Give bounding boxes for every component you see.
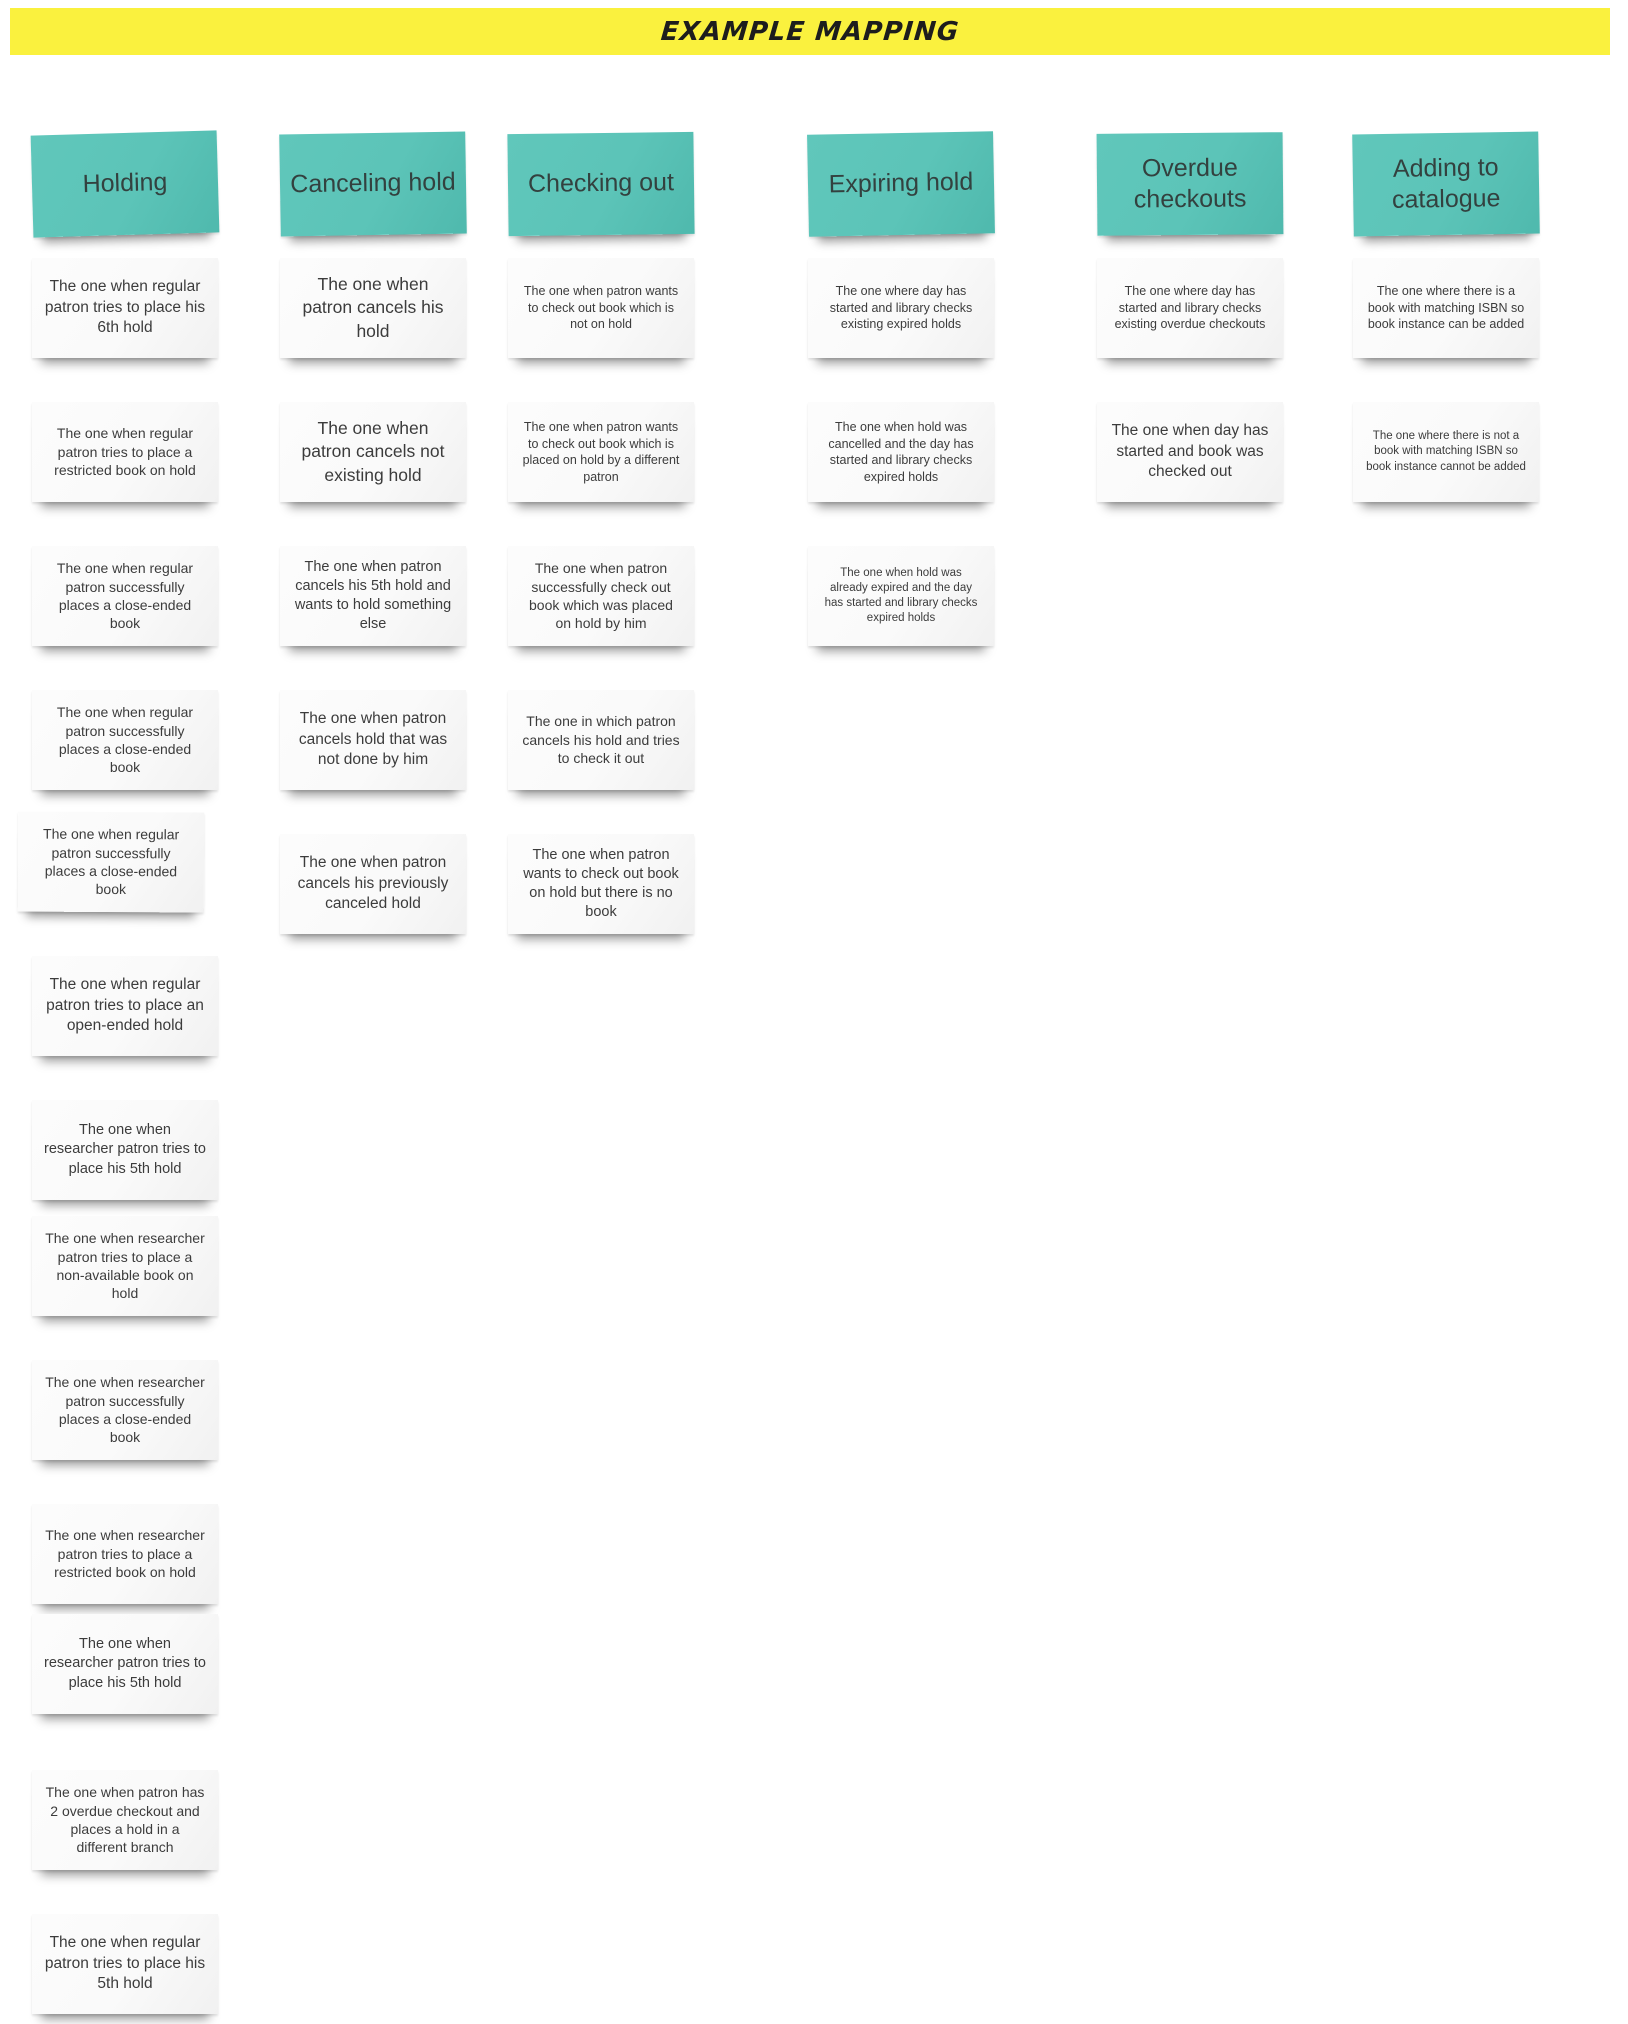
sticky-note-text: The one where day has started and library checks existing overdue checkouts <box>1114 284 1266 332</box>
column-checking-out <box>508 133 694 934</box>
sticky-note-text: The one when regular patron successfully places a close-ended book <box>56 560 194 632</box>
sticky-note-text: The one when researcher patron tries to place his 5th hold <box>44 1122 206 1177</box>
sticky-note-overdue-checkouts-1[interactable] <box>1097 258 1283 358</box>
column-header-label: Canceling hold <box>290 168 456 199</box>
sticky-note-holding-1[interactable] <box>32 258 218 358</box>
sticky-note-holding-11[interactable] <box>32 1614 218 1714</box>
column-expiring-hold <box>808 133 994 646</box>
sticky-note-holding-5[interactable] <box>18 812 205 913</box>
notes-stack <box>1353 258 1539 502</box>
sticky-note-text: The one when researcher patron tries to place a non-available book on hold <box>45 1230 205 1302</box>
sticky-note-text: The one when patron cancels his hold <box>302 274 444 341</box>
notes-stack <box>280 258 466 934</box>
sticky-note-text: The one when day has started and book was checked out <box>1111 422 1269 481</box>
column-header-overdue-checkouts[interactable] <box>1097 132 1284 236</box>
column-header-holding[interactable] <box>31 130 220 237</box>
sticky-note-adding-to-catalogue-2[interactable] <box>1353 402 1539 502</box>
sticky-note-holding-8[interactable] <box>32 1216 218 1316</box>
sticky-note-checking-out-4[interactable] <box>508 690 694 790</box>
column-holding <box>32 133 218 2014</box>
column-header-canceling-hold[interactable] <box>279 132 467 237</box>
column-header-expiring-hold[interactable] <box>807 131 995 237</box>
sticky-note-expiring-hold-2[interactable] <box>808 402 994 502</box>
sticky-note-holding-12[interactable] <box>32 1770 218 1870</box>
notes-stack <box>808 258 994 646</box>
sticky-note-holding-3[interactable] <box>32 546 218 646</box>
sticky-note-text: The one when patron wants to check out book on hold but there is no book <box>523 846 679 921</box>
sticky-note-checking-out-5[interactable] <box>508 834 694 934</box>
sticky-note-text: The one when patron cancels his 5th hold and wants to hold something else <box>294 558 452 633</box>
sticky-note-adding-to-catalogue-1[interactable] <box>1353 258 1539 358</box>
column-overdue-checkouts <box>1097 133 1283 502</box>
sticky-note-text: The one when patron wants to check out book which is placed on hold by a different patron <box>522 420 680 484</box>
column-header-checking-out[interactable] <box>507 132 694 236</box>
sticky-note-checking-out-3[interactable] <box>508 546 694 646</box>
column-canceling-hold <box>280 133 466 934</box>
sticky-note-holding-2[interactable] <box>32 402 218 502</box>
sticky-note-canceling-hold-4[interactable] <box>280 690 466 790</box>
sticky-note-text: The one when regular patron tries to place his 6th hold <box>44 278 206 337</box>
sticky-note-canceling-hold-2[interactable] <box>280 402 466 502</box>
title-banner[interactable] <box>10 8 1610 55</box>
sticky-note-text: The one in which patron cancels his hold and tries to check it out <box>522 713 680 767</box>
column-header-label: Overdue checkouts <box>1133 153 1247 214</box>
notes-stack <box>508 258 694 934</box>
sticky-note-text: The one where day has started and library checks existing expired holds <box>829 284 973 332</box>
sticky-note-text: The one when patron cancels not existing hold <box>301 418 445 485</box>
sticky-note-overdue-checkouts-2[interactable] <box>1097 402 1283 502</box>
sticky-note-text: The one where there is a book with matching ISBN so book instance can be added <box>1367 284 1525 332</box>
sticky-note-text: The one when regular patron tries to place a restricted book on hold <box>54 425 196 479</box>
sticky-note-text: The one when patron has 2 overdue checkout and places a hold in a different branch <box>45 1784 205 1856</box>
sticky-note-holding-10[interactable] <box>32 1504 218 1604</box>
notes-stack <box>1097 258 1283 502</box>
board-title: EXAMPLE MAPPING <box>659 16 961 47</box>
sticky-note-holding-9[interactable] <box>32 1360 218 1460</box>
notes-stack <box>32 258 218 2014</box>
sticky-note-text: The one when regular patron tries to place his 5th hold <box>44 1934 206 1993</box>
column-header-label: Checking out <box>527 168 675 199</box>
sticky-note-holding-4[interactable] <box>32 690 218 790</box>
sticky-note-text: The one when researcher patron tries to place a restricted book on hold <box>45 1527 205 1581</box>
sticky-note-text: The one when patron successfully check out book which was placed on hold by him <box>529 560 673 632</box>
sticky-note-text: The one when regular patron successfully places a close-ended book <box>42 825 180 898</box>
column-header-label: Expiring hold <box>828 167 974 199</box>
column-header-adding-to-catalogue[interactable] <box>1352 132 1540 237</box>
column-header-label: Adding to catalogue <box>1391 152 1501 214</box>
sticky-note-checking-out-1[interactable] <box>508 258 694 358</box>
sticky-note-canceling-hold-1[interactable] <box>280 258 466 358</box>
sticky-note-text: The one when regular patron successfully places a close-ended book <box>56 704 194 776</box>
sticky-note-canceling-hold-3[interactable] <box>280 546 466 646</box>
sticky-note-text: The one when researcher patron tries to place his 5th hold <box>44 1636 206 1691</box>
sticky-note-text: The one when hold was already expired and the day has started and library checks expired holds <box>824 566 978 625</box>
sticky-note-holding-7[interactable] <box>32 1100 218 1200</box>
sticky-note-text: The one when patron cancels his previously canceled hold <box>297 854 449 913</box>
sticky-note-text: The one when regular patron tries to place an open-ended hold <box>46 976 204 1035</box>
column-adding-to-catalogue <box>1353 133 1539 502</box>
column-header-label: Holding <box>82 168 168 199</box>
sticky-note-expiring-hold-1[interactable] <box>808 258 994 358</box>
sticky-note-text: The one when patron wants to check out book which is not on hold <box>523 284 679 332</box>
sticky-note-text: The one when hold was cancelled and the day has started and library checks expired holds <box>828 420 974 484</box>
sticky-note-text: The one where there is not a book with matching ISBN so book instance cannot be added <box>1366 430 1526 473</box>
sticky-note-text: The one when researcher patron successfully places a close-ended book <box>45 1374 205 1446</box>
sticky-note-checking-out-2[interactable] <box>508 402 694 502</box>
sticky-note-text: The one when patron cancels hold that was not done by him <box>298 710 448 769</box>
sticky-note-canceling-hold-5[interactable] <box>280 834 466 934</box>
sticky-note-holding-6[interactable] <box>32 956 218 1056</box>
sticky-note-expiring-hold-3[interactable] <box>808 546 994 646</box>
sticky-note-holding-13[interactable] <box>32 1914 218 2014</box>
